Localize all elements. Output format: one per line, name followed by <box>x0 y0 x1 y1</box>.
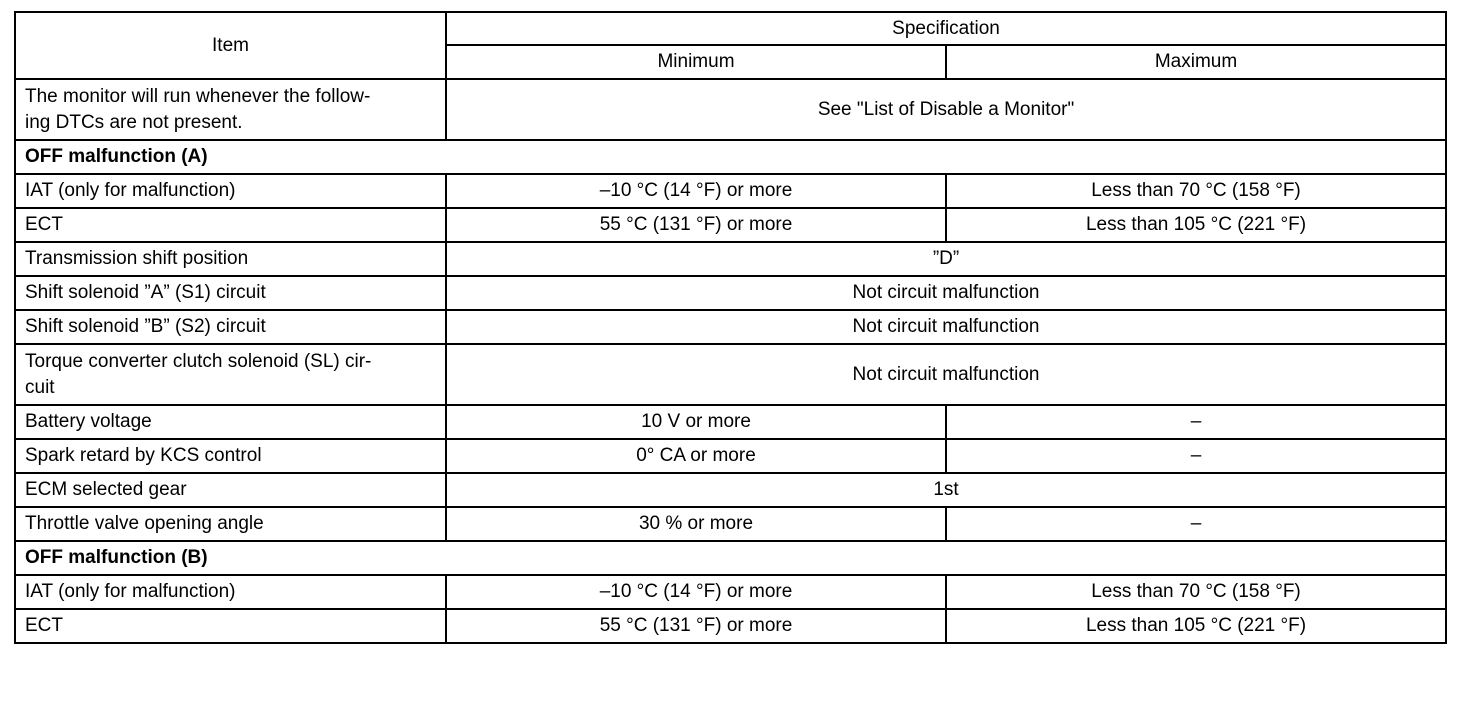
spec-cell: See "List of Disable a Monitor" <box>446 79 1446 140</box>
table-row <box>15 609 1446 643</box>
max-cell: – <box>946 405 1446 439</box>
spec-cell: Not circuit malfunction <box>446 276 1446 310</box>
section-title: OFF malfunction (B) <box>15 541 1446 575</box>
item-text-line: ing DTCs are not present. <box>25 111 243 133</box>
min-cell: –10 °C (14 °F) or more <box>446 174 946 208</box>
max-cell: Less than 70 °C (158 °F) <box>946 575 1446 609</box>
section-header-row <box>15 140 1446 174</box>
max-cell: Less than 105 °C (221 °F) <box>946 208 1446 242</box>
spec-cell: Not circuit malfunction <box>446 344 1446 405</box>
item-cell: Shift solenoid ”A” (S1) circuit <box>15 276 446 310</box>
item-cell: ECT <box>15 208 446 242</box>
max-cell: Less than 105 °C (221 °F) <box>946 609 1446 643</box>
table-row <box>15 507 1446 541</box>
table-row <box>15 405 1446 439</box>
section-header-row <box>15 541 1446 575</box>
table-row <box>15 439 1446 473</box>
max-cell: Less than 70 °C (158 °F) <box>946 174 1446 208</box>
specification-table <box>14 11 1447 644</box>
item-cell: Transmission shift position <box>15 242 446 276</box>
minimum-header: Minimum <box>446 45 946 79</box>
header-row-top <box>15 12 1446 45</box>
item-cell: Spark retard by KCS control <box>15 439 446 473</box>
table-row <box>15 344 1446 405</box>
maximum-header: Maximum <box>946 45 1446 79</box>
min-cell: 10 V or more <box>446 405 946 439</box>
spec-cell: ”D” <box>446 242 1446 276</box>
table-row <box>15 575 1446 609</box>
table-row <box>15 310 1446 344</box>
item-cell: Throttle valve opening angle <box>15 507 446 541</box>
min-cell: 0° CA or more <box>446 439 946 473</box>
table-row <box>15 276 1446 310</box>
item-cell: IAT (only for malfunction) <box>15 174 446 208</box>
min-cell: 30 % or more <box>446 507 946 541</box>
item-text-line: The monitor will run whenever the follow- <box>25 85 371 107</box>
item-cell <box>15 79 446 140</box>
item-text-line: cuit <box>25 376 55 398</box>
item-cell: Shift solenoid ”B” (S2) circuit <box>15 310 446 344</box>
max-cell: – <box>946 507 1446 541</box>
spec-cell: 1st <box>446 473 1446 507</box>
item-cell: ECM selected gear <box>15 473 446 507</box>
table-row <box>15 208 1446 242</box>
specification-header: Specification <box>446 12 1446 45</box>
max-cell: – <box>946 439 1446 473</box>
table-row <box>15 174 1446 208</box>
table-row <box>15 473 1446 507</box>
item-text-line: Torque converter clutch solenoid (SL) cir- <box>25 350 372 372</box>
table-row <box>15 79 1446 140</box>
item-cell <box>15 344 446 405</box>
min-cell: 55 °C (131 °F) or more <box>446 609 946 643</box>
item-cell: ECT <box>15 609 446 643</box>
min-cell: 55 °C (131 °F) or more <box>446 208 946 242</box>
section-title: OFF malfunction (A) <box>15 140 1446 174</box>
item-cell: IAT (only for malfunction) <box>15 575 446 609</box>
min-cell: –10 °C (14 °F) or more <box>446 575 946 609</box>
item-header: Item <box>15 12 446 79</box>
table-row <box>15 242 1446 276</box>
spec-cell: Not circuit malfunction <box>446 310 1446 344</box>
item-cell: Battery voltage <box>15 405 446 439</box>
